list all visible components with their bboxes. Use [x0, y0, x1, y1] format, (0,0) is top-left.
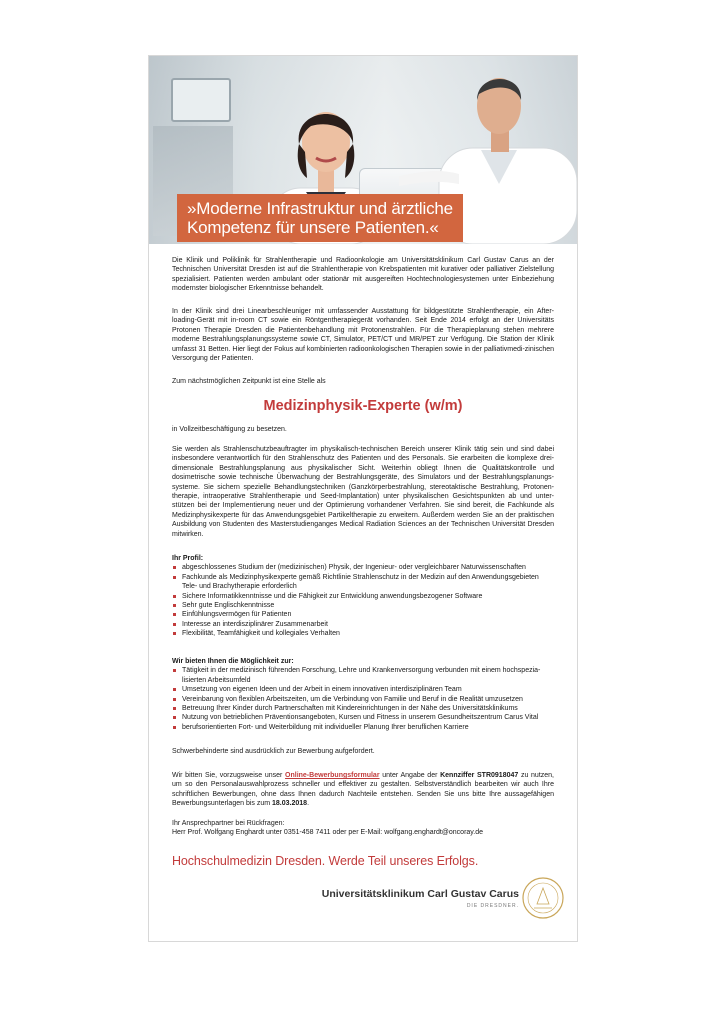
intro-paragraph-2: In der Klinik sind drei Linearbeschleuniger mit umfassender Ausstattung für bildgestützte Strahlentherapie, ein After-loading-Gerät mit in-room CT sowie ein Röntgentherapiegerät vorhanden. Seit Ende 2014 erfolgt an der Universitäts Protonen Therapie Dresden die Patientenbehandlung mit Protonenstrahlen. Für die Therapieplanung stehen mehrere moderne Bestrahlungsplanungssysteme sowie CT, Simulator, PET/CT und MR/PET zur Verfügung. Die Station der Klinik umfasst 31 Betten. Hier liegt der Fokus auf kombinierten radioonkologischen Therapien sowie in der palliativmedi-zinischen Versorgung der Patienten. — [172, 308, 554, 363]
online-application-link[interactable]: Online-Bewerbungsformular — [285, 772, 380, 779]
list-item: Flexibilität, Teamfähigkeit und kollegiales Verhalten — [172, 629, 554, 638]
list-item: Einfühlungsvermögen für Patienten — [172, 610, 554, 619]
list-item: Tätigkeit in der medizinisch führenden Forschung, Lehre und Krankenversorgung verbunden mit einem hochspezia-lisierten Arbeitsumfeld — [172, 666, 554, 685]
list-item: Sichere Informatikkenntnisse und die Fähigkeit zur Entwicklung anwendungsbezogener Software — [172, 592, 554, 601]
profile-heading: Ihr Profil: — [172, 555, 204, 562]
disabled-note: Schwerbehinderte sind ausdrücklich zur Bewerbung aufgefordert. — [172, 748, 375, 755]
list-item: abgeschlossenes Studium der (medizinischen) Physik, der Ingenieur- oder vergleichbarer Naturwissenschaften — [172, 563, 554, 572]
offer-section — [172, 657, 554, 732]
job-description: Sie werden als Strahlenschutzbeauftragter im physikalisch-technischen Bereich unserer Klinik tätig sein und sind dabei insbesondere verantwortlich für den Strahlenschutz des Patienten und des Personals. Sie erarbeiten die komplexe drei-dimensionale Bestrahlungsplanung aus physikalischer Sicht. Weiterhin obliegt Ihnen die Qualitätskontrolle und dosimetrische sowie technische Überwachung der Bestrahlungsgeräte, des Simulators und der Bestrahlungsplanungs-systeme. Sie sichern spezielle Behandlungstechniken (Ganzkörperbestrahlung, stereotaktische Bestrahlung, Protonen-therapie, intraoperative Strahlentherapie und Seed-Implantation) unter physikalischen Gesichtspunkten ab und unter-stützen bei der Implementierung neuer und der Optimierung vorhandener Verfahren. Sie sind bereit, die Fachkunde als Medizinphysikexperte für das Anwendungsgebiet Partikeltherapie zu erweitern. Außerdem werden Sie an der praktischen Ausbildung von Studenten des Masterstudienganges Medical Radiation Sciences an der Technischen Universität Dresden mitwirken. — [172, 446, 554, 538]
fulltime-note: in Vollzeitbeschäftigung zu besetzen. — [172, 426, 287, 433]
application-paragraph: Wir bitten Sie, vorzugsweise unser Online-Bewerbungsformular unter Angabe der Kennziffer STR0918047 zu nutzen, um so den Personalauswahlprozess schneller und effektiver zu gestalten. Selbstverständlich bearbeiten wir auch Ihre schriftlichen Bewerbungen, ohne dass Ihnen dadurch Nachteile entstehen. Senden Sie uns bitte Ihre aussagefähigen Bewerbungsunterlagen bis zum 18.03.2018. — [172, 772, 555, 808]
hero-banner — [177, 194, 463, 242]
clinic-brand — [322, 888, 519, 909]
clinic-tagline: DIE DRESDNER. — [466, 903, 519, 909]
hero-photo — [149, 56, 577, 244]
contact-details: Herr Prof. Wolfgang Enghardt unter 0351-458 7411 oder per E-Mail: wolfgang.enghardt@oncoray.de — [172, 829, 484, 837]
profile-list — [172, 563, 554, 638]
clinic-seal-icon — [521, 876, 565, 920]
profile-section — [172, 554, 554, 639]
list-item: Nutzung von betrieblichen Präventionsangeboten, Kursen und Fitness in unserem Gesundheitszentrum Carus Vital — [172, 713, 554, 722]
offer-heading: Wir bieten Ihnen die Möglichkeit zur: — [172, 658, 294, 665]
medical-monitor-graphic — [171, 78, 231, 122]
list-item: Vereinbarung von flexiblen Arbeitszeiten, um die Verbindung von Familie und Beruf in die Realität umzusetzen — [172, 695, 554, 704]
list-item: Sehr gute Englischkenntnisse — [172, 601, 554, 610]
offer-list — [172, 666, 554, 732]
position-intro: Zum nächstmöglichen Zeitpunkt ist eine Stelle als — [172, 378, 326, 385]
reference-number: Kennziffer STR0918047 — [440, 772, 519, 779]
job-title: Medizinphysik-Experte (w/m) — [263, 398, 463, 414]
clinic-name: Universitätsklinikum Carl Gustav Carus — [321, 888, 519, 900]
application-deadline: 18.03.2018 — [272, 800, 308, 808]
job-ad-sheet — [148, 55, 578, 942]
slogan: Hochschulmedizin Dresden. Werde Teil unseres Erfolgs. — [172, 854, 479, 868]
contact-block — [172, 819, 554, 838]
list-item: Fachkunde als Medizinphysikexperte gemäß Richtlinie Strahlenschutz in der Medizin auf den Anwendungsgebieten Tele- und Brachytherapie erforderlich — [172, 573, 554, 592]
list-item: Betreuung Ihrer Kinder durch Partnerschaften mit Kindereinrichtungen in der Nähe des Universitätsklinikums — [172, 704, 554, 713]
banner-line-1: »Moderne Infrastruktur und ärztliche — [187, 199, 453, 218]
banner-line-2: Kompetenz für unsere Patienten.« — [187, 218, 439, 237]
list-item: Interesse an interdisziplinärer Zusammenarbeit — [172, 620, 554, 629]
list-item: Umsetzung von eigenen Ideen und der Arbeit in einem innovativen interdisziplinären Team — [172, 685, 554, 694]
contact-label: Ihr Ansprechpartner bei Rückfragen: — [172, 820, 285, 827]
list-item: berufsorientierten Fort- und Weiterbildung mit individueller Planung Ihrer beruflichen Karriere — [172, 723, 554, 732]
intro-paragraph-1: Die Klinik und Poliklinik für Strahlentherapie und Radioonkologie am Universitätsklinikum Carl Gustav Carus an der Technischen Universität Dresden ist auf die Strahlentherapie von Krebspatienten mit kurativer oder palliativer Zielstellung spezialisiert. Patienten werden ambulant oder stationär mit ausgereiften Hochtechnologiesystemen unter Einbeziehung modernster biologischer Erkenntnisse behandelt. — [172, 257, 554, 293]
